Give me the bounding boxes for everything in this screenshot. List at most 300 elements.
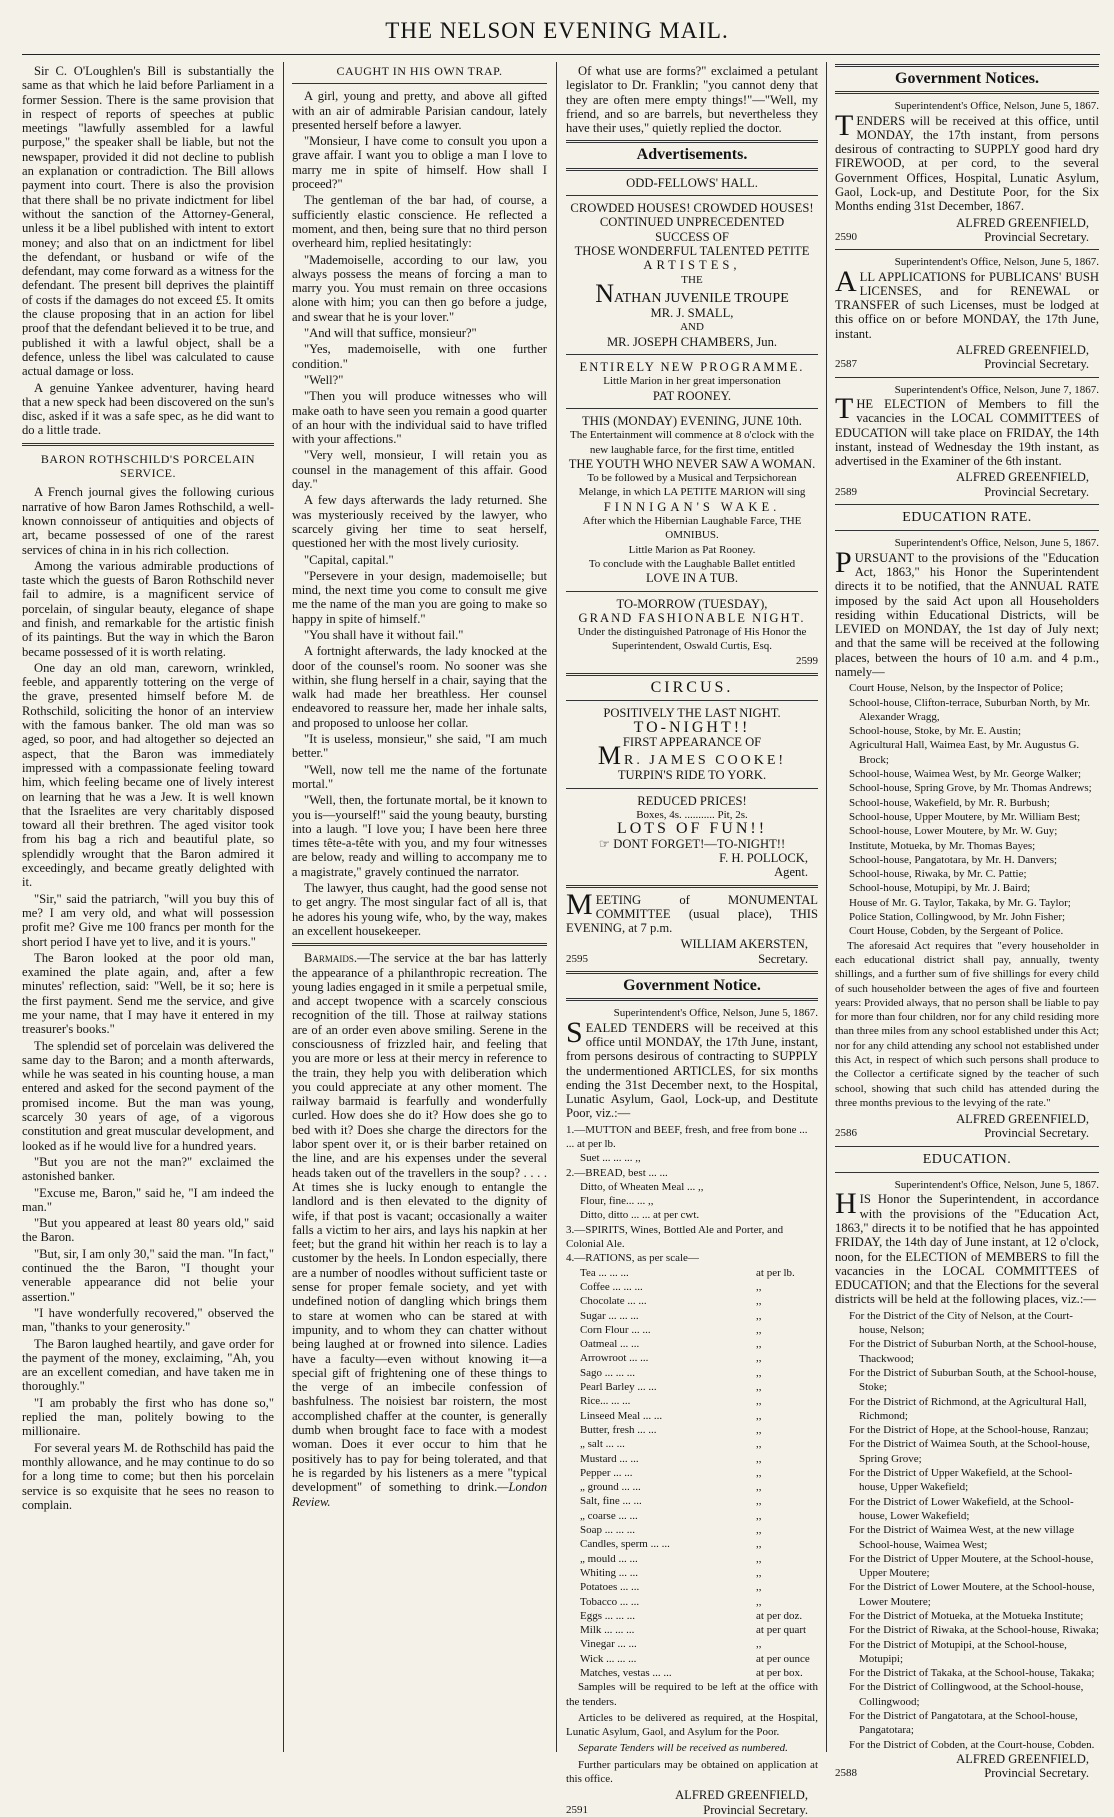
ad-line: THOSE WONDERFUL TALENTED PETITE: [574, 243, 810, 258]
drop-cap: T: [835, 108, 854, 142]
collection-place: School-house, Spring Grove, by Mr. Thomas Andrews;: [849, 782, 1092, 795]
ad-line: THE YOUTH WHO NEVER SAW A WOMAN.: [568, 456, 816, 471]
column-1: [22, 64, 274, 1752]
drop-cap: P: [835, 545, 852, 579]
ration-item: [580, 1280, 818, 1294]
signature-row: [835, 485, 1099, 499]
ad-line: CROWDED HOUSES! CROWDED HOUSES!: [570, 201, 814, 216]
signature: WILLIAM AKERSTEN,: [680, 937, 808, 952]
collection-place: Police Station, Collingwood, by Mr. John Fisher;: [849, 911, 1066, 924]
divider: [835, 504, 1099, 505]
ration-unit: ,,: [756, 1438, 762, 1451]
ad-line: MR. J. SMALL,: [650, 306, 734, 321]
collection-place: School-house, Stoke, by Mr. E. Austin;: [849, 725, 1022, 738]
lead-in: Barmaids.: [304, 951, 358, 966]
ration-item: [580, 1652, 818, 1666]
education-notice: [835, 1187, 1099, 1307]
ration-name: Wick ... ... ...: [580, 1652, 637, 1665]
drop-cap: T: [835, 391, 854, 425]
ration-name: Rice... ... ...: [580, 1395, 631, 1408]
signature-row: [835, 357, 1099, 371]
tender-item: Suet ... ... ... ,,: [580, 1152, 641, 1165]
ration-item: [580, 1494, 818, 1508]
office-dateline: Superintendent's Office, Nelson, June 5, 1867.: [894, 256, 1099, 269]
district-item: For the District of Hope, at the School-house, Ranzau;: [849, 1424, 1089, 1437]
meeting-notice: [566, 887, 818, 936]
ration-item: [580, 1452, 818, 1466]
signature-title: Provincial Secretary.: [984, 1126, 1089, 1141]
ration-item: [580, 1623, 818, 1637]
signature-row: [566, 952, 818, 966]
office-dateline: Superintendent's Office, Nelson, June 5, 1867.: [894, 100, 1099, 113]
signature: ALFRED GREENFIELD,: [956, 343, 1089, 358]
district-item: For the District of Suburban North, at the School-house, Thackwood;: [849, 1338, 1097, 1365]
ad-line: FINNIGAN'S WAKE.: [603, 499, 781, 514]
ration-unit: ,,: [756, 1581, 762, 1594]
collection-place: School-house, Wakefield, by Mr. R. Burbush;: [849, 796, 1050, 809]
signature-title: Provincial Secretary.: [984, 357, 1089, 372]
district-item: For the District of Riwaka, at the School-house, Riwaka;: [849, 1624, 1099, 1637]
ration-unit: ,,: [756, 1352, 762, 1365]
ad-line: To conclude with the Laughable Ballet entitled: [588, 557, 796, 570]
ad-line: REDUCED PRICES!: [637, 793, 747, 808]
ration-name: Oatmeal ... ...: [580, 1338, 640, 1351]
ad-line: TO-MORROW (TUESDAY),: [616, 596, 768, 611]
district-item: For the District of Lower Moutere, at the School-house, Lower Moutere;: [849, 1581, 1095, 1608]
signature-row: [835, 1126, 1099, 1140]
ration-name: Sago ... ... ...: [580, 1366, 635, 1379]
ration-name: Tobacco ... ...: [580, 1595, 640, 1608]
ration-item: [580, 1266, 818, 1280]
collection-place: School-house, Riwaka, by Mr. C. Pattie;: [849, 868, 1027, 881]
body: URSUANT to the provisions of the "Education Act, 1863," his Honor the Superintendent directs it to be notified, that the ANNUAL RATE imposed by the said Act upon all Householders residing within Educational Districts, will be LEVIED on MONDAY, the 1st day of July next; and that the same will be received at the following places, between the hours of 10 a.m. and 4 p.m., namely—: [835, 550, 1099, 679]
tender-item: 1.—MUTTON and BEEF, fresh, and free from bone ... ... at per lb.: [566, 1123, 808, 1150]
signature-title: Secretary.: [758, 951, 808, 966]
ration-unit: ,,: [756, 1309, 762, 1322]
notice-heading: EDUCATION.: [922, 1151, 1012, 1167]
rate-notice: [835, 545, 1099, 680]
paragraph: One day an old man, careworn, wrinkled, feeble, and apparently tottering on the verge of the grave, presented himself before M. de Rothschild, soliciting the honor of an interview with the famous banker. The old man was so aged, so poor, and had altogether so dejected an aspect, that the Baron was immediately impressed with a compassionate feeling toward him, which feeling became one of lively interest on learning that he was a Jew. It is well known that the Israelites are very charitably disposed toward all their brethren. The aged visitor took from his bag a rich and beautiful plate, so splendidly wrought that the Baron admired it exceedingly, and became greatly delighted with it.: [22, 660, 274, 890]
office-dateline: Superintendent's Office, Nelson, June 5, 1867.: [894, 1179, 1099, 1192]
ration-name: Butter, fresh ... ...: [580, 1423, 657, 1436]
signature-title: Provincial Secretary.: [984, 484, 1089, 499]
ration-name: Corn Flour ... ...: [580, 1323, 651, 1336]
paragraph: The splendid set of porcelain was delivered the same day to the Baron; and a month afterwards, while he was seated in his counting house, a man entered and asked for the second payment of the promised income. But the man was young, scarcely 30 years of age, of a vigorous constitution and great muscular development, and looked as if he would live for a hundred years.: [22, 1038, 274, 1153]
ration-name: Chocolate ... ...: [580, 1295, 647, 1308]
ration-unit: ,,: [756, 1552, 762, 1565]
districts-list: [849, 1309, 1099, 1752]
paragraph: "Then you will produce witnesses who will make oath to have seen you remain a good quarter of an hour with the individual said to have trifled with your affections.": [292, 389, 547, 447]
ad-line: ENTIRELY NEW PROGRAMME.: [579, 360, 805, 375]
column-4: [835, 64, 1099, 1781]
paragraph: "Well, then, the fortunate mortal, be it known to you is—yourself!" said the young beauty, bursting into a laugh. "I love you; I have been here three times tête-a-tête with you, and my four witnesses are below, ready and willing to accompany me to a magistrate," gravely continued the narrator.: [292, 793, 547, 879]
ration-name: Potatoes ... ...: [580, 1581, 640, 1594]
body: ENDERS will be received at this office, until MONDAY, the 17th instant, from persons desirous of contracting to SUPPLY good hard dry FIREWOOD, at per cord, to the several Government Offices, Hospital, Lunatic Asylum, Gaol, Lock-up, and Destitute Poor, for the Six Months ending 31st December, 1867.: [835, 113, 1099, 214]
ration-item: [580, 1480, 818, 1494]
district-item: For the District of Waimea South, at the School-house, Spring Grove;: [849, 1438, 1090, 1465]
ration-name: Candles, sperm ... ...: [580, 1538, 670, 1551]
ration-name: „ mould ... ...: [580, 1552, 638, 1565]
ration-name: Sugar ... ... ...: [580, 1309, 639, 1322]
ad-number: 2586: [835, 1127, 857, 1140]
ad-number: 2590: [835, 230, 857, 243]
divider: [835, 530, 1099, 531]
paragraph: "Mademoiselle, according to our law, you always possess the means of forcing a man to marry you. You must remain on three occasions alone with him; you can then go before a judge, and swear that he is your lover.": [292, 252, 547, 324]
ration-name: Mustard ... ...: [580, 1452, 639, 1465]
ration-item: [580, 1394, 818, 1408]
ad-line: MR. JOSEPH CHAMBERS, Jun.: [606, 334, 778, 349]
rations-list: [580, 1266, 818, 1681]
paragraph: "But, sir, I am only 30," said the man. "In fact," continued the the Baron, "I thought your venerable appearance did not belie your assertion.": [22, 1246, 274, 1304]
drop-cap: M: [597, 741, 625, 771]
signature-row: [566, 1803, 818, 1817]
ration-name: Coffee ... ... ...: [580, 1280, 643, 1293]
divider: [835, 249, 1099, 250]
ration-unit: ,,: [756, 1481, 762, 1494]
licenses-notice: [835, 264, 1099, 341]
ad-line: CONTINUED UNPRECEDENTED: [599, 215, 785, 230]
ration-name: Tea ... ... ...: [580, 1266, 629, 1279]
ration-name: Soap ... ... ...: [580, 1524, 635, 1537]
tender-item: 4.—RATIONS, as per scale—: [566, 1252, 699, 1265]
divider: [566, 140, 818, 143]
ration-unit: ,,: [756, 1381, 762, 1394]
office-dateline: Superintendent's Office, Nelson, June 5, 1867.: [613, 1007, 818, 1020]
paragraph: "Well, now tell me the name of the fortunate mortal.": [292, 762, 547, 791]
drop-cap: A: [835, 264, 857, 298]
drop-cap: S: [566, 1015, 583, 1049]
paragraph: A girl, young and pretty, and above all gifted with an air of admirable Parisian candour, lately presented herself before a lawyer.: [292, 89, 547, 132]
paragraph: Among the various admirable productions of taste which the guests of Baron Rothschild never fail to admire, is a magnificent service of porcelain, of singular beauty, elegance of shape and finish, and remarkable for the artistic finish of its paintings. But the way in which the Baron became possessed of it is worth relating.: [22, 558, 274, 659]
ration-unit: ,,: [756, 1323, 762, 1336]
ad-line: FIRST APPEARANCE OF: [622, 734, 762, 749]
ration-unit: ,,: [756, 1638, 762, 1651]
ration-name: „ ground ... ...: [580, 1481, 641, 1494]
ad-line: Little Marion in her great impersonation: [603, 375, 781, 388]
district-item: For the District of the City of Nelson, at the Court-house, Nelson;: [849, 1309, 1073, 1337]
ration-unit: ,,: [756, 1295, 762, 1308]
office-dateline: Superintendent's Office, Nelson, June 7, 1867.: [894, 383, 1099, 396]
body: —The service at the bar has latterly the appearance of a philanthropic recreation. The young ladies engaged in it smile a perpetual smile, and accept twopence with a scarcely conscious recognition of the till. Those at railway stations are of an order even above smiling. Serene in the consciousness of frizzled hair, and feeling that you are more or less at their mercy in reference to the train, they help you with deliberation which you could appreciate at any other moment. The railway barmaid is fearfully and wonderfully curled. How does she do it? How does she go to bed with it? Does she charge the directors for the labor spent over it, or is their barber retained on the line, and are his expenses under the several heads taken out of the travellers in the soup? . . . . At times she is lucky enough to entangle the landlord and is then elevated to the dignity of wife, if that post is vacant; occasionally a waiter falls a victim to her airs, and lays his napkin at her feet; but the grand hit within her reach is to lay a customer by the heels. In London especially, there are a number of noodles without sufficient taste or sense for proper female society, and yet with undefined notion of dangling which brings them to stare at women who can be stared at with impunity, and to whom they can chatter without being laughed at or frowned into silence. Ladies have a faculty—even without knowing it—a special gift of frightening one of these things to the verge of an imbecile confession of bashfulness. The noisiest bar roistern, the most accomplished chaffer at the counter, is generally dumb when brought face to face with a modest woman. Does it ever occur to him that he positively has to pay for being tolerated, and that he is regarded by his listeners as a mere "typical development" of something to drink.: [292, 951, 547, 1495]
divider: [835, 91, 1099, 94]
ad-line: THIS (MONDAY) EVENING, JUNE 10th.: [582, 413, 802, 428]
paragraph: The Baron looked at the poor old man, examined the plate again, and, after a few minutes' reflection, said: "Well, be it so; here is the first payment. Send me the service, and give me your name, that I may have it entered in my treasurer's books.": [22, 950, 274, 1037]
paragraph: "I am probably the first who has done so," replied the man, politely bowing to the millionaire.: [22, 1395, 274, 1439]
ration-unit: ,,: [756, 1395, 762, 1408]
paragraph: Separate Tenders will be received as numbered.: [578, 1742, 788, 1755]
ad-number: 2587: [835, 358, 857, 371]
ad-line: TURPIN'S RIDE TO YORK.: [617, 768, 767, 783]
ration-item: [580, 1437, 818, 1451]
signature: F. H. POLLOCK,: [719, 850, 808, 865]
ration-item: [580, 1466, 818, 1480]
ration-item: [580, 1309, 818, 1323]
divider: [566, 788, 818, 789]
ad-number: 2589: [835, 485, 857, 498]
district-item: For the District of Pangatotara, at the School-house, Pangatotara;: [849, 1710, 1078, 1737]
ration-item: [580, 1366, 818, 1380]
paragraph: "And will that suffice, monsieur?": [304, 326, 477, 341]
paragraph: "Excuse me, Baron," said he, "I am indeed the man.": [22, 1185, 274, 1214]
ration-name: Eggs ... ... ...: [580, 1609, 635, 1622]
divider: [566, 591, 818, 592]
divider: [292, 943, 547, 946]
ad-line: LOTS OF FUN!!: [616, 820, 768, 838]
yankee-item: A genuine Yankee adventurer, having heard that a new speck had been discovered on the sun's disc, asked if it was a safe spec, as he did want to do a little trade.: [22, 380, 274, 438]
divider: [22, 443, 274, 446]
ad-line: Boxes, 4s. ........... Pit, 2s.: [636, 809, 748, 822]
forms-item: Of what use are forms?" exclaimed a petulant legislator to Dr. Franklin; "you cannot deny that they are often mere empty things!"—"Well, my friend, and so are barrels, but nevertheless they have their uses," quietly replied the doctor.: [566, 64, 818, 136]
tender-item: Ditto, ditto ... ... at per cwt.: [580, 1209, 700, 1222]
column-3: [566, 64, 818, 1817]
ration-name: Pearl Barley ... ...: [580, 1381, 657, 1394]
ad-number: 2595: [566, 952, 588, 965]
ration-item: [580, 1323, 818, 1337]
district-item: For the District of Suburban South, at the School-house, Stoke;: [849, 1366, 1097, 1394]
paragraph: "Sir," said the patriarch, "will you buy this of me? I am very old, and what will possession profit me? Give me 100 francs per month for the short period I have yet to live, and it is yours.": [22, 891, 274, 949]
tender-item: Ditto, of Wheaten Meal ... ,,: [580, 1180, 704, 1193]
ration-unit: ,,: [756, 1595, 762, 1608]
paragraph: "Monsieur, I have come to consult you upon a grave affair. I want you to oblige a man I love to marry me in spite of himself. How shall I proceed?": [292, 134, 547, 192]
paragraph: For several years M. de Rothschild has paid the monthly allowance, and he may continue to do so for a long time to come; but then his porcelain service is so exquisite that he sees no reason to complain.: [22, 1440, 274, 1512]
ad-line: Little Marion as Pat Rooney.: [628, 543, 756, 556]
ration-unit: ,,: [756, 1524, 762, 1537]
ration-item: [580, 1637, 818, 1651]
district-item: For the District of Collingwood, at the School-house, Collingwood;: [849, 1681, 1084, 1708]
ration-item: [580, 1294, 818, 1308]
signature: ALFRED GREENFIELD,: [675, 1788, 808, 1803]
ration-item: [580, 1537, 818, 1551]
divider: [566, 408, 818, 409]
ration-item: [580, 1666, 818, 1680]
collection-place: Agricultural Hall, Waimea East, by Mr. Augustus G. Brock;: [849, 739, 1080, 766]
paragraph: Articles to be delivered as required, at the Hospital, Lunatic Asylum, Gaol, and Asylum for the Poor.: [566, 1711, 818, 1739]
ration-unit: at per box.: [756, 1666, 803, 1679]
ration-item: [580, 1595, 818, 1609]
column-divider: [283, 62, 284, 1752]
collection-place: House of Mr. G. Taylor, Takaka, by Mr. G. Taylor;: [849, 896, 1071, 909]
ration-unit: ,,: [756, 1566, 762, 1579]
divider: [566, 700, 818, 701]
signature-title: Provincial Secretary.: [984, 1766, 1089, 1781]
ration-name: Linseed Meal ... ...: [580, 1409, 663, 1422]
body: LL APPLICATIONS for PUBLICANS' BUSH LICENSES, and for RENEWAL or TRANSFER of such Licenses, must be lodged at this office on or before MONDAY, the 17th June, instant.: [835, 269, 1099, 341]
paragraph: A few days afterwards the lady returned. She was mysteriously received by the lawyer, who scarcely giving her time to seat herself, questioned her with the most lively curiosity.: [292, 493, 547, 551]
collection-place: School-house, Waimea West, by Mr. George Walker;: [849, 768, 1082, 781]
collection-place: Court House, Nelson, by the Inspector of Police;: [849, 682, 1064, 695]
signature-row: [835, 230, 1099, 244]
body: EALED TENDERS will be received at this office until MONDAY, the 17th June, instant, from persons desirous of contracting to SUPPLY the undermentioned ARTICLES, for six months ending the 31st December next, to the Hospital, Lunatic Asylum, Gaol, Lock-up, and Destitute Poor, viz.:—: [566, 1020, 818, 1121]
collection-place: School-house, Pangatotara, by Mr. H. Danvers;: [849, 853, 1058, 866]
paragraph: The lawyer, thus caught, had the good sense not to get angry. The most singular fact of all is, that he adores his young wife, who, by the way, makes an excellent housekeeper.: [292, 881, 547, 938]
divider: [566, 168, 818, 171]
ration-unit: ,,: [756, 1280, 762, 1293]
drop-cap: H: [835, 1187, 857, 1221]
signature: ALFRED GREENFIELD,: [956, 1751, 1089, 1766]
ad-line: AND: [680, 321, 704, 334]
paragraph: The aforesaid Act requires that "every householder in each educational district shall pay, annually, twenty shillings, and a further sum of five shillings for every child of such householder between the ages of five and fourteen years: Provided always, that no person shall be liable to pay for more than four children, nor for any child residing more than three miles from any school established under this Act; nor for any child attending any school not established under this Act, in respect of which such persons shall produce to the Collector a certificate signed by the teacher of such school, showing that such child has attended during the three months previous to the levying of the rate.": [835, 939, 1099, 1109]
ad-number: 2588: [835, 1767, 857, 1780]
election-notice: [835, 391, 1099, 469]
ration-unit: at per ounce: [756, 1652, 810, 1665]
drop-cap: N: [595, 278, 615, 308]
drop-cap: M: [566, 887, 593, 921]
tender-item: 3.—SPIRITS, Wines, Bottled Ale and Porter, and Colonial Ale.: [566, 1223, 784, 1251]
paragraph: Samples will be required to be left at the office with the tenders.: [566, 1681, 818, 1708]
paragraph: "Very well, monsieur, I will retain you as counsel in the management of this affair. Good day.": [292, 448, 547, 492]
ration-item: [580, 1351, 818, 1365]
body: HE ELECTION of Members to fill the vacancies in the LOCAL COMMITTEES of EDUCATION will take place on FRIDAY, the 14th instant, instead of Wednesday the 19th instant, as advertised in the Examiner of the 6th instant.: [835, 396, 1099, 469]
district-item: For the District of Waimea West, at the new village School-house, Waimea West;: [849, 1524, 1075, 1551]
district-item: For the District of Upper Moutere, at the School-house, Upper Moutere;: [849, 1552, 1094, 1580]
signature: ALFRED GREENFIELD,: [956, 470, 1089, 485]
district-item: For the District of Motueka, at the Motueka Institute;: [849, 1609, 1084, 1622]
ad-line: THE: [681, 273, 703, 286]
column-2: [292, 64, 547, 1752]
ration-name: Pepper ... ...: [580, 1466, 633, 1479]
paragraph: "Capital, capital.": [304, 552, 394, 567]
district-item: For the District of Lower Wakefield, at the School-house, Lower Wakefield;: [849, 1495, 1074, 1522]
divider: [835, 64, 1099, 67]
ad-line: CIRCUS.: [650, 678, 734, 696]
ad-line: GRAND FASHIONABLE NIGHT.: [578, 610, 806, 625]
tender-item: Flour, fine... ... ,,: [580, 1195, 654, 1208]
ration-item: [580, 1380, 818, 1394]
paragraph: "You shall have it without fail.": [304, 627, 464, 642]
collection-place: School-house, Lower Moutere, by Mr. W. Guy;: [849, 825, 1058, 838]
libel-article: Sir C. O'Loughlen's Bill is substantially the same as that which he laid before Parliament in a former Session. There is the same provision that in respect of reports of speeches at public meetings "lawfully assembled for a lawful purpose," the speaker shall be liable, but not the newspaper, provided it did not decline to publish an explanation or contradiction. The Bill allows payment into court. There is also the provision that there shall be no private indictment for libel without the sanction of the Attorney-General, unless it be a libel published with intent to extort money; and also that on an indictment for libel the defendant, or husband or wife of the defendant, may come forward as a witness for the defendant. The present bill deprives the plaintiff of costs if the damages do not exceed £5. It omits the clause proposing that in an action for libel proof that the defendant believed it to be true, and published it with a lawful object, shall be a defence, unless the libel was calculated to cause actual damage or loss.: [22, 64, 274, 379]
column-divider: [556, 62, 557, 1752]
ration-item: [580, 1580, 818, 1594]
tender-notice: [566, 1015, 818, 1121]
column-divider: [826, 62, 827, 1752]
ad-line: TO-NIGHT!!: [633, 718, 751, 736]
section-heading: Government Notices.: [895, 70, 1039, 87]
ad-number: 2599: [796, 654, 818, 667]
ration-unit: ,,: [756, 1423, 762, 1436]
divider: [292, 83, 547, 84]
ration-name: „ coarse ... ...: [580, 1509, 638, 1522]
ration-unit: ,,: [756, 1466, 762, 1479]
masthead: THE NELSON EVENING MAIL.: [385, 18, 729, 43]
section-heading: Government Notice.: [623, 977, 761, 995]
ration-item: [580, 1337, 818, 1351]
ration-unit: at per quart: [756, 1624, 807, 1637]
collection-places-list: [849, 681, 1099, 938]
source: —London Review.: [292, 1480, 547, 1509]
paragraph: The gentleman of the bar had, of course, a sufficiently elastic conscience. He reflected a moment, and then, being sure that no third person overheard him, replied hesitatingly:: [292, 193, 547, 251]
divider: [835, 377, 1099, 378]
body: IS Honor the Superintendent, in accordance with the provisions of the "Education Act, 1863," directs it to be notified that he has appointed FRIDAY, the 14th day of June instant, at 12 o'clock, noon, for the ELECTION of MEMBERS to fill the vacancies in the LOCAL COMMITTEES of EDUCATION; and that the Elections for the several districts will be held at the following places, viz.:—: [835, 1192, 1099, 1307]
signature-row: [835, 1766, 1099, 1780]
masthead-rule: [22, 54, 1100, 55]
ration-item: [580, 1609, 818, 1623]
ad-number: 2591: [566, 1803, 588, 1816]
paragraph: "Persevere in your design, mademoiselle; but mind, the next time you come to consult me give me the name of the man you are going to make so happy in spite of himself.": [292, 568, 547, 626]
paragraph: A fortnight afterwards, the lady knocked at the door of the counsel's room. No sooner was she within, she flung herself in a chair, saying that the walk had made her breathless. Her counsel endeavored to reassure her, made her inhale salts, and proposed to unloose her collar.: [292, 644, 547, 730]
ad-line: LOVE IN A TUB.: [645, 571, 739, 586]
barmaids-article: [292, 951, 547, 1509]
ration-name: Whiting ... ...: [580, 1566, 639, 1579]
tender-item: 2.—BREAD, best ... ...: [566, 1166, 668, 1179]
ration-item: [580, 1566, 818, 1580]
ad-line: ODD-FELLOWS' HALL.: [626, 175, 758, 190]
ration-name: Vinegar ... ...: [580, 1638, 637, 1651]
ration-unit: ,,: [756, 1366, 762, 1379]
body: EETING of MONUMENTAL COMMITTEE (usual place), THIS EVENING, at 7 p.m.: [566, 892, 818, 936]
divider: [566, 885, 818, 888]
ration-item: [580, 1552, 818, 1566]
ration-unit: ,,: [756, 1509, 762, 1522]
signature-title: Provincial Secretary.: [984, 229, 1089, 244]
ad-line: Under the distinguished Patronage of His Honor the Superintendent, Oswald Curtis, Esq.: [577, 626, 807, 653]
ad-line: ☞ DONT FORGET!—TO-NIGHT!!: [598, 836, 786, 851]
ration-name: Matches, vestas ... ...: [580, 1666, 672, 1679]
signature-title: Provincial Secretary.: [703, 1802, 808, 1817]
ad-line: POSITIVELY THE LAST NIGHT.: [603, 706, 781, 721]
paragraph: Further particulars may be obtained on application at this office.: [566, 1758, 818, 1786]
collection-place: School-house, Motupipi, by Mr. J. Baird;: [849, 882, 1031, 895]
ration-name: Salt, fine ... ...: [580, 1495, 642, 1508]
collection-place: School-house, Clifton-terrace, Suburban North, by Mr. Alexander Wragg,: [849, 696, 1091, 723]
district-item: For the District of Cobden, at the Court-house, Cobden.: [849, 1738, 1095, 1751]
troupe-name: ATHAN JUVENILE TROUPE: [614, 290, 789, 306]
ration-name: „ salt ... ...: [580, 1438, 625, 1451]
office-dateline: Superintendent's Office, Nelson, June 5, 1867.: [894, 537, 1099, 550]
article-title: CAUGHT IN HIS OWN TRAP.: [336, 64, 503, 78]
paragraph: "But you appeared at least 80 years old," said the Baron.: [22, 1216, 274, 1245]
notice-heading: EDUCATION RATE.: [902, 510, 1032, 526]
paragraph: A French journal gives the following curious narrative of how Baron James Rothschild, a well-known connoisseur of antiquities and objects of art, became possessed of one of the rarest services of china in in his rich collection.: [22, 485, 274, 557]
collection-place: School-house, Upper Moutere, by Mr. William Best;: [849, 810, 1081, 823]
signature: ALFRED GREENFIELD,: [956, 215, 1089, 230]
collection-place: Court House, Cobden, by the Sergeant of Police.: [849, 925, 1064, 938]
divider: [566, 998, 818, 1001]
divider: [835, 1146, 1099, 1147]
divider: [566, 673, 818, 676]
ad-line: The Entertainment will commence at 8 o'clock with the new laughable farce, for the first time, entitled: [570, 429, 814, 456]
ration-unit: ,,: [756, 1338, 762, 1351]
ad-line: PAT ROONEY.: [652, 388, 732, 403]
collection-place: Institute, Motueka, by Mr. Thomas Bayes;: [849, 839, 1036, 852]
section-heading: Advertisements.: [636, 146, 748, 164]
paragraph: The Baron laughed heartily, and gave order for the payment of the money, exclaiming, "Ah, you are an excellent comedian, and have taken me in thoroughly.": [22, 1336, 274, 1394]
performer-name: R. JAMES COOKE!: [624, 753, 787, 769]
ration-unit: ,,: [756, 1409, 762, 1422]
district-item: For the District of Upper Wakefield, at the School-house, Upper Wakefield;: [849, 1467, 1073, 1494]
divider: [566, 971, 818, 974]
ration-unit: at per doz.: [756, 1609, 803, 1622]
ration-unit: ,,: [756, 1538, 762, 1551]
district-item: For the District of Richmond, at the Agricultural Hall, Richmond;: [849, 1395, 1087, 1422]
ad-line: After which the Hibernian Laughable Farce, THE OMNIBUS.: [582, 515, 802, 542]
divider: [835, 1172, 1099, 1173]
paragraph: "I have wonderfully recovered," observed the man, "thanks to your generosity.": [22, 1305, 274, 1335]
ration-item: [580, 1423, 818, 1437]
divider: [566, 195, 818, 196]
paragraph: "Well?": [304, 372, 344, 387]
ration-name: Arrowroot ... ...: [580, 1352, 649, 1365]
ad-line: To be followed by a Musical and Terpsichorean Melange, in which LA PETITE MARION will sing: [578, 472, 806, 499]
ration-unit: at per lb.: [756, 1266, 795, 1279]
district-item: For the District of Takaka, at the School-house, Takaka;: [849, 1667, 1095, 1680]
ration-name: Milk ... ... ...: [580, 1624, 635, 1637]
divider: [566, 354, 818, 355]
ration-item: [580, 1509, 818, 1523]
ration-unit: ,,: [756, 1452, 762, 1465]
firewood-notice: [835, 108, 1099, 214]
ration-unit: ,,: [756, 1495, 762, 1508]
